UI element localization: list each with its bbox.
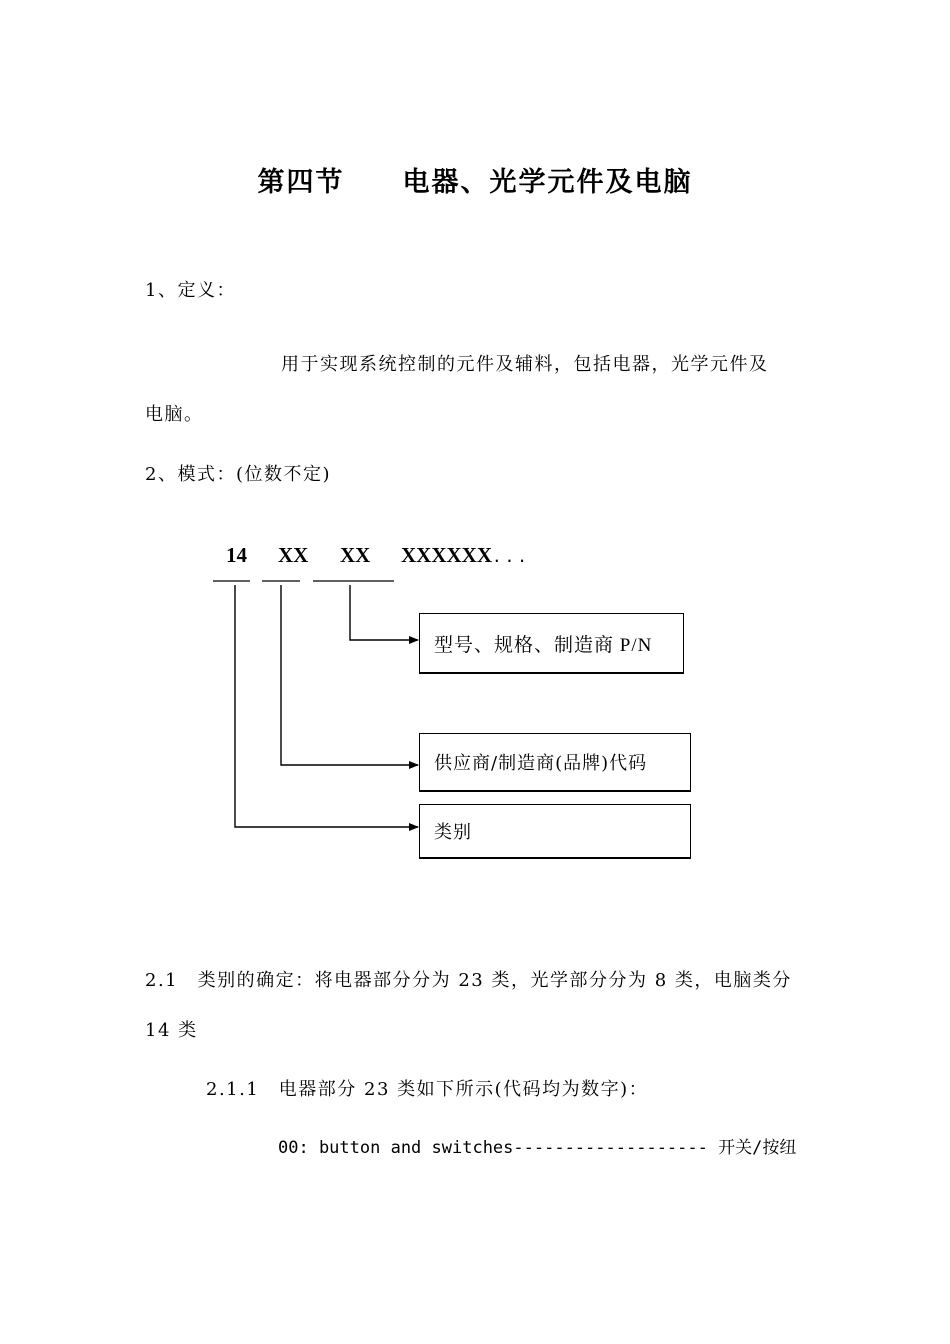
- mode-heading: 2、模式：(位数不定): [145, 464, 331, 485]
- code-suffix: ...: [492, 547, 530, 566]
- definition-text-line2: 电脑。: [145, 404, 204, 425]
- code-part-supplier: XX: [278, 543, 309, 567]
- category-box: [419, 804, 691, 859]
- categories-intro-line2: 14 类: [145, 1020, 198, 1041]
- code-part-model: XX: [340, 543, 371, 567]
- supplier-box-label: 供应商/制造商(品牌)代码: [434, 753, 648, 774]
- electrical-subheading: 2.1.1 电器部分 23 类如下所示(代码均为数字)：: [206, 1079, 649, 1100]
- model-box-label: 型号、规格、制造商 P/N: [434, 634, 653, 656]
- model-box: [419, 613, 684, 674]
- categories-intro-line1: 2.1 类别的确定：将电器部分分为 23 类，光学部分分为 8 类，电脑类分: [145, 970, 792, 991]
- code-part-serial: XXXXXX...: [401, 543, 530, 567]
- section-title: 第四节 电器、光学元件及电脑: [257, 167, 693, 198]
- connector-category: [235, 585, 418, 827]
- connector-model: [350, 585, 418, 640]
- category-box-label: 类别: [434, 822, 472, 843]
- definition-heading: 1、定义：: [145, 280, 236, 301]
- definition-text-line1: 用于实现系统控制的元件及辅料，包括电器，光学元件及: [281, 354, 769, 375]
- code-part-category: 14: [226, 543, 247, 567]
- category-item-00: 00: button and switches------------------- 开关/按纽: [278, 1138, 797, 1158]
- supplier-box: [419, 733, 691, 792]
